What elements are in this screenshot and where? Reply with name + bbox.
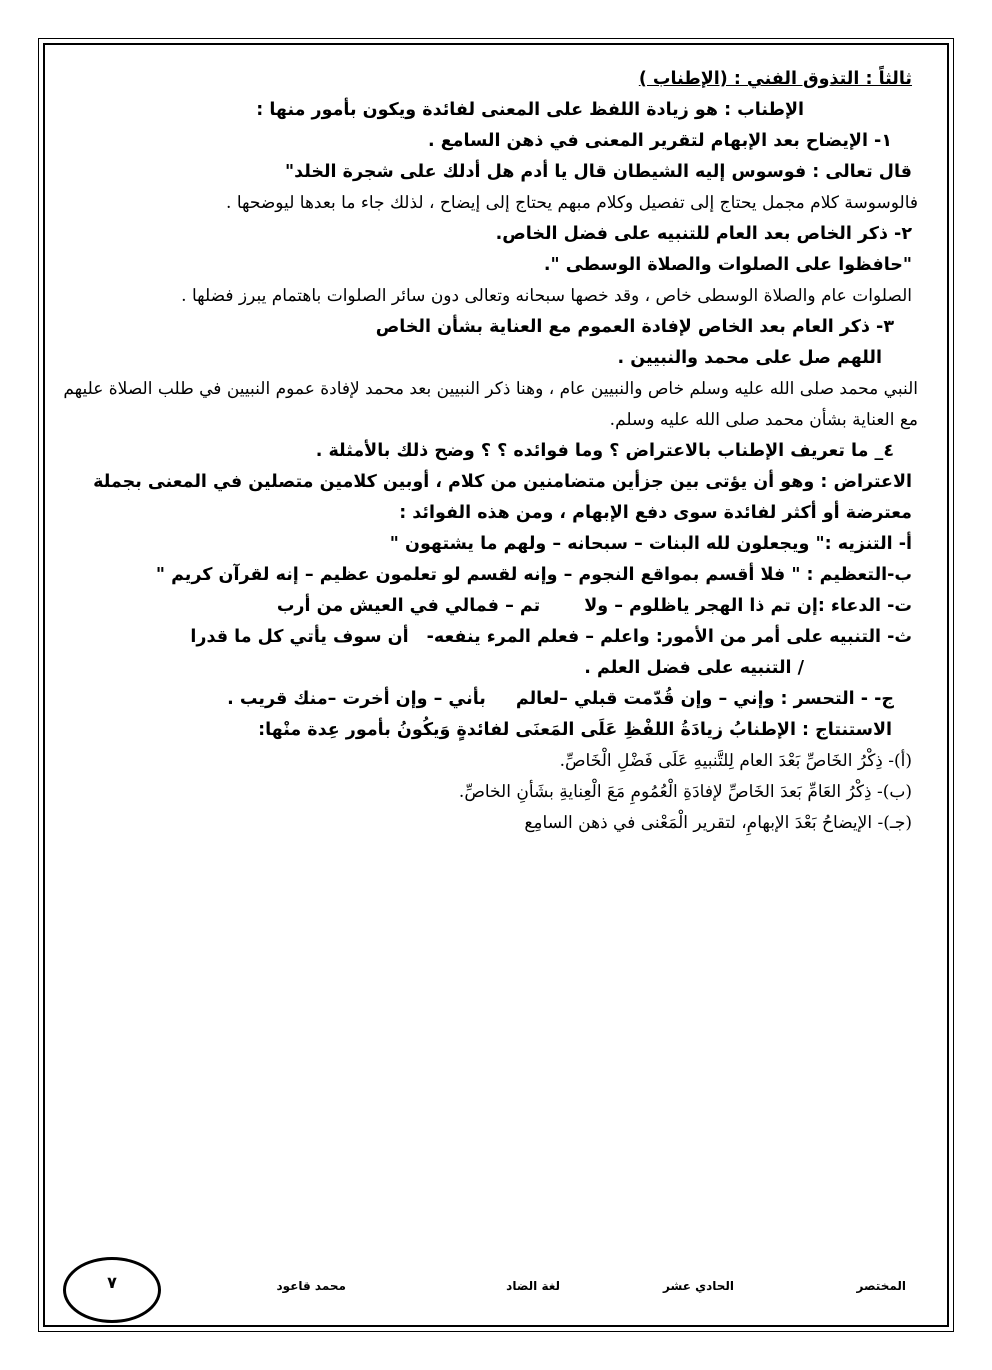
point2-title: ٢- ذكر الخاص بعد العام للتنبيه على فضل الخاص. <box>495 224 912 244</box>
point4-question: ٤_ ما تعريف الإطناب بالاعتراض ؟ وما فوائده ؟ ؟ وضح ذلك بالأمثلة . <box>315 441 894 461</box>
point2-explanation: الصلوات عام والصلاة الوسطى خاص ، وقد خصها سبحانه وتعالى دون سائر الصلوات باهتمام يبرز فضلها . <box>181 286 912 306</box>
point3-quote: اللهم صل على محمد والنبيين . <box>617 348 882 368</box>
point4-definition-line1: الاعتراض : وهو أن يؤتى بين جزأين متضامنين من كلام ، أوبين كلامين متصلين في المعنى بجملة <box>93 472 912 492</box>
footer-grade: الحادي عشر <box>663 1279 734 1293</box>
document-body <box>50 64 918 839</box>
footer-summary: المختصر <box>856 1279 906 1293</box>
benefit-dua-text: ت- الدعاء :إن تم ذا الهجر ياظلوم – ولا <box>584 596 912 616</box>
point3-explanation: النبي محمد صلى الله عليه وسلم خاص والنبيين عام ، وهنا ذكر النبيين بعد محمد لإفادة عموم النبيين في طلب الصلاة عليهم مع العناية بشأن محمد صلى الله عليه وسلم. <box>63 379 918 430</box>
benefit-tanbih-text: ث- التنبيه على أمر من الأمور: واعلم – فعلم المرء ينفعه- <box>426 627 912 647</box>
point1-explanation: فالوسوسة كلام مجمل يحتاج إلى تفصيل وكلام مبهم يحتاج إلى إيضاح ، لذلك جاء ما بعدها ليوضحها . <box>226 193 918 213</box>
benefit-dua-tail: تم – فمالي في العيش من أرب <box>276 596 541 616</box>
benefit-tahassur-tail: بأني – وإن أخرت –منك قريب . <box>227 689 486 709</box>
benefit-tanbih-tail: أن سوف يأتي كل ما قدرا <box>190 627 409 647</box>
point1-title: ١- الإيضاح بعد الإبهام لتقرير المعنى في ذهن السامع . <box>427 131 892 151</box>
page-number: ٧ <box>107 1272 117 1292</box>
page-number-oval <box>63 1257 161 1323</box>
benefit-taazim: ب-التعظيم : " فلا أقسم بمواقع النجوم – وإنه لقسم لو تعلمون عظيم – إنه لقرآن كريم " <box>155 565 912 585</box>
conclusion-item-b: (ب)- ذِكْرُ العَامِّ بَعدَ الخَاصِّ لإفادَةِ الْعُمُومِ مَعَ الْعِنايةِ بشَأنِ الخاصِّ. <box>458 782 912 802</box>
benefit-dua <box>50 591 912 622</box>
section-heading-text: ثالثاً : التذوق الفني : (الإطناب ) <box>638 69 912 89</box>
benefit-tanzih: أ- التنزيه :" ويجعلون لله البنات – سبحانه – ولهم ما يشتهون " <box>389 534 912 554</box>
definition: الإطناب : هو زيادة اللفظ على المعنى لفائدة ويكون بأمور منها : <box>256 100 804 120</box>
benefit-tanbih <box>50 622 912 653</box>
point1-quote: قال تعالى : فوسوس إليه الشيطان قال يا أدم هل أدلك على شجرة الخلد" <box>284 162 912 182</box>
benefit-tahassur-text: ج- - التحسر : وإني – وإن قُدّمت قبلي –لعالم <box>515 689 894 709</box>
conclusion-item-a: (أ)- ذِكْرُ الخَاصِّ بَعْدَ العام لِلتَّنبيهِ عَلَى فَضْلِ الْخَاصِّ. <box>559 751 912 771</box>
footer-subject: لغة الضاد <box>506 1279 560 1293</box>
point2-quote: "حافظوا على الصلوات والصلاة الوسطى ". <box>543 255 912 275</box>
conclusion-title: الاستنتاج : الإطنابُ زيادَةُ اللفْظِ عَلَى المَعنَى لفائدةٍ وَيكُونُ بأمور عِدة منْها: <box>258 720 892 740</box>
footer-author: محمد قاعود <box>276 1279 346 1293</box>
benefit-tahassur <box>50 684 912 715</box>
point4-definition-line2: معترضة أو أكثر لفائدة سوى دفع الإبهام ، ومن هذه الفوائد : <box>399 503 912 523</box>
conclusion-item-c: (جـ)- الإيضاحُ بَعْدَ الإبهامِ، لتقرير الْمَعْنى في ذهن السامِع <box>524 813 912 833</box>
point3-title: ٣- ذكر العام بعد الخاص لإفادة العموم مع العناية بشأن الخاص <box>375 317 894 337</box>
benefit-tanbih-note: / التنبيه على فضل العلم . <box>584 658 804 678</box>
section-heading <box>50 64 912 95</box>
